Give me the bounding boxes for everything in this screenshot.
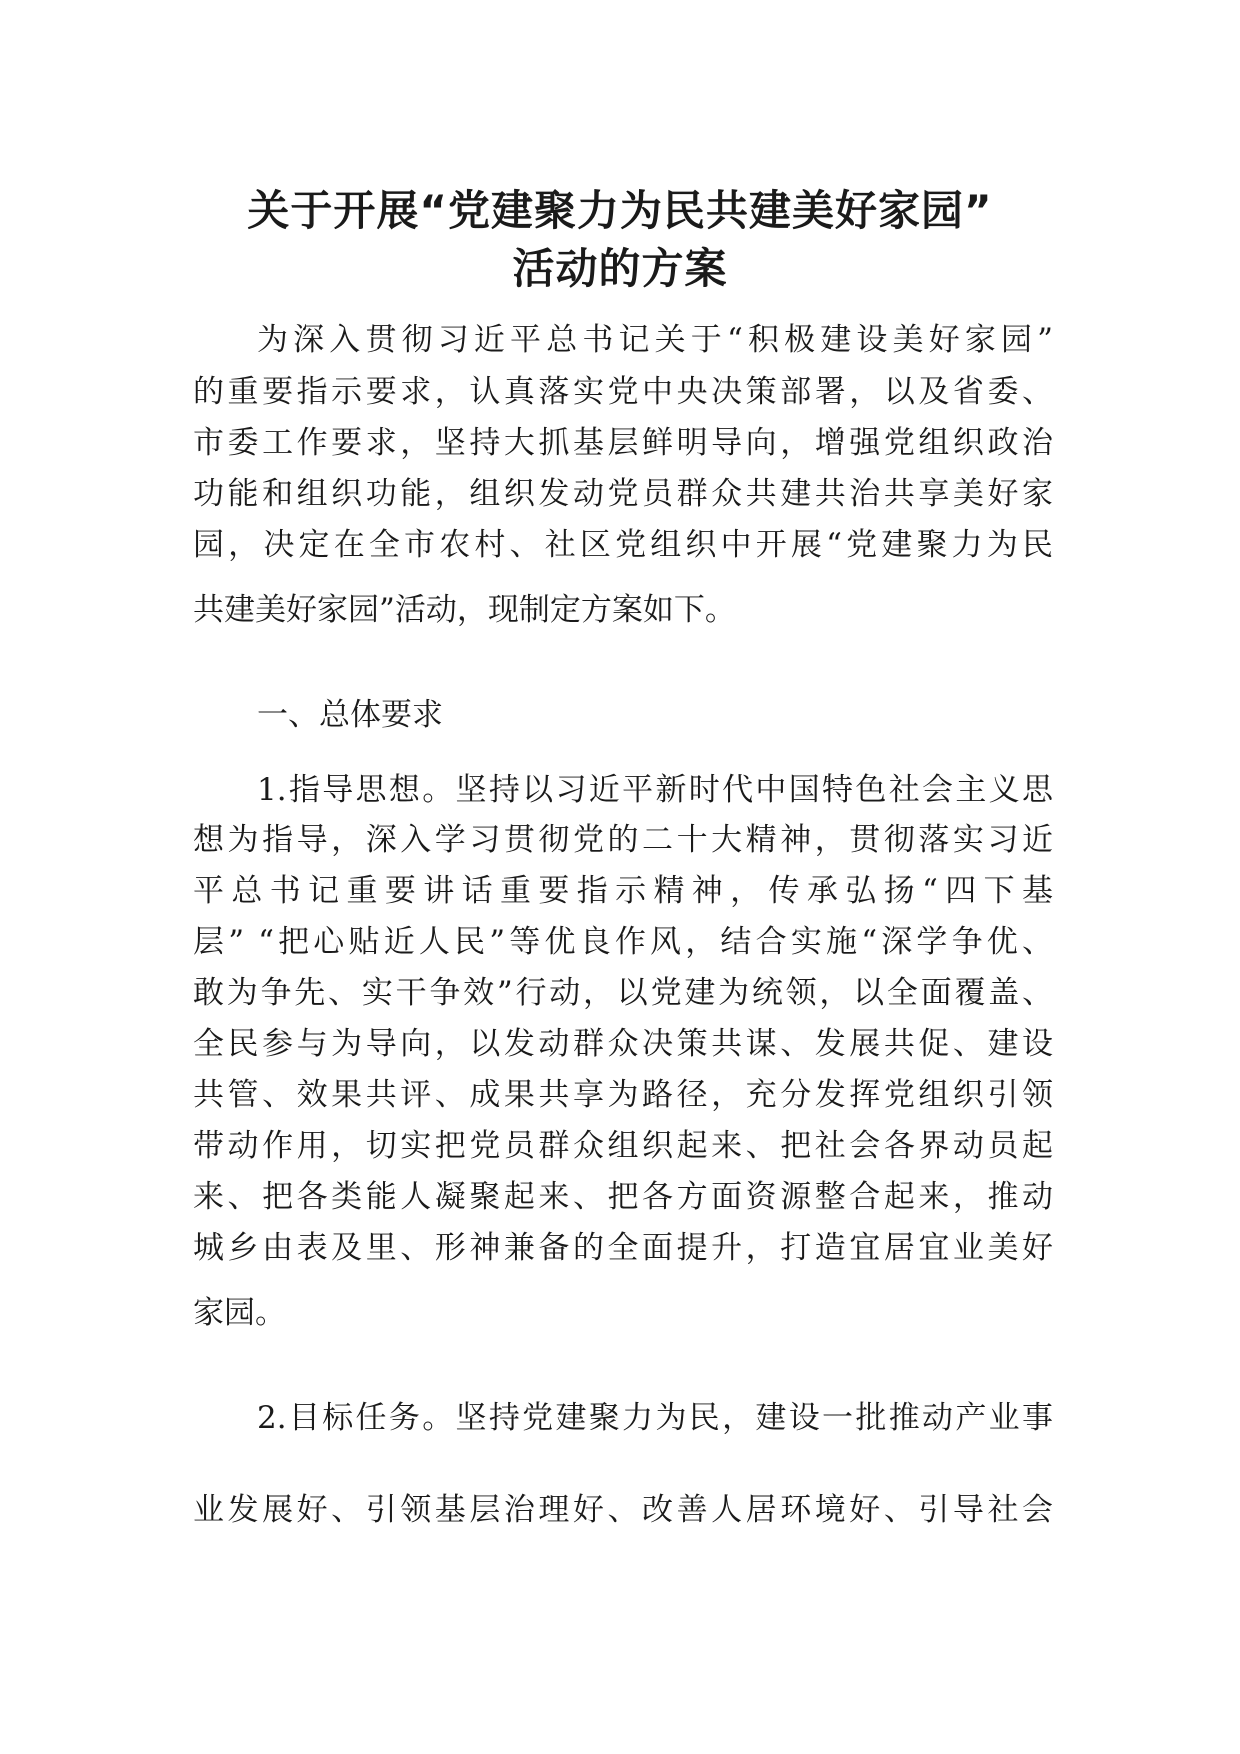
text-line: 平总书记重要讲话重要指示精神，传承弘扬“四下基 bbox=[193, 873, 1053, 909]
text-line: 共管、效果共评、成果共享为路径，充分发挥党组织引领 bbox=[193, 1077, 1053, 1113]
section-heading: 一、总体要求 bbox=[257, 697, 443, 733]
text-line: 来、把各类能人凝聚起来、把各方面资源整合起来，推动 bbox=[193, 1179, 1053, 1215]
text-line: 市委工作要求，坚持大抓基层鲜明导向，增强党组织政治 bbox=[193, 425, 1053, 461]
text-line: 的重要指示要求，认真落实党中央决策部署，以及省委、 bbox=[193, 374, 1053, 410]
text-line: 2.目标任务。坚持党建聚力为民，建设一批推动产业事 bbox=[257, 1400, 1053, 1436]
document-title-line-1: 关于开展“党建聚力为民共建美好家园” bbox=[247, 186, 993, 235]
document-title-line-2: 活动的方案 bbox=[512, 244, 728, 293]
text-line: 共建美好家园”活动，现制定方案如下。 bbox=[193, 592, 736, 628]
text-line: 城乡由表及里、形神兼备的全面提升，打造宜居宜业美好 bbox=[193, 1230, 1053, 1266]
text-line: 敢为争先、实干争效”行动，以党建为统领，以全面覆盖、 bbox=[193, 975, 1053, 1011]
text-line: 1.指导思想。坚持以习近平新时代中国特色社会主义思 bbox=[257, 772, 1053, 808]
text-line: 带动作用，切实把党员群众组织起来、把社会各界动员起 bbox=[193, 1128, 1053, 1164]
text-line: 园，决定在全市农村、社区党组织中开展“党建聚力为民 bbox=[193, 527, 1053, 563]
text-line: 层” “把心贴近人民”等优良作风，结合实施“深学争优、 bbox=[193, 924, 1053, 960]
text-line: 为深入贯彻习近平总书记关于“积极建设美好家园” bbox=[257, 322, 1053, 358]
text-line: 家园。 bbox=[193, 1295, 286, 1331]
text-line: 功能和组织功能，组织发动党员群众共建共治共享美好家 bbox=[193, 476, 1053, 512]
text-line: 想为指导，深入学习贯彻党的二十大精神，贯彻落实习近 bbox=[193, 822, 1053, 858]
text-line: 业发展好、引领基层治理好、改善人居环境好、引导社会 bbox=[193, 1492, 1053, 1528]
text-line: 全民参与为导向，以发动群众决策共谋、发展共促、建设 bbox=[193, 1026, 1053, 1062]
